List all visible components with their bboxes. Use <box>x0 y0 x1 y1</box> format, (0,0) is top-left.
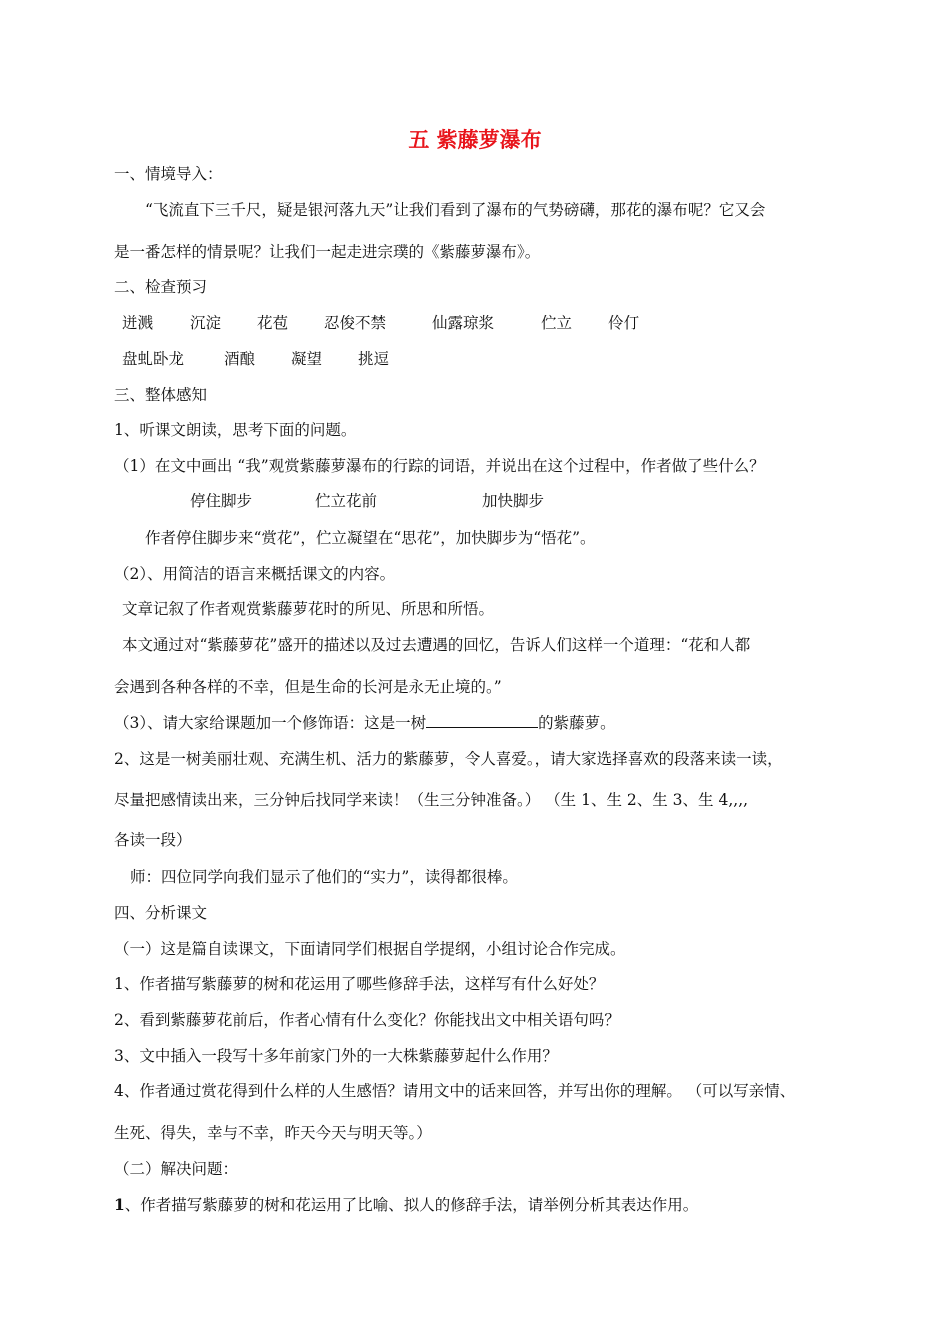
teacher-comment: 师：四位同学向我们显示了他们的“实力”，读得都很棒。 <box>130 868 518 886</box>
solution-1 <box>114 1194 698 1216</box>
fill-in-blank <box>426 712 538 728</box>
question-1-part-2-answer-1: 文章记叙了作者观赏紫藤萝花时的所见、所思和所悟。 <box>122 600 495 618</box>
section-heading-overview: 三、整体感知 <box>114 386 208 404</box>
page-title: 五 紫藤萝瀑布 <box>408 128 542 152</box>
intro-paragraph-line-1: “飞流直下三千尺，疑是银河落九天”让我们看到了瀑布的气势磅礴，那花的瀑布呢？它又会 <box>145 201 766 219</box>
intro-paragraph-line-2: 是一番怎样的情景呢？让我们一起走进宗璞的《紫藤萝瀑布》。 <box>114 243 541 261</box>
vocab-word: 仙露琼浆 <box>432 314 495 332</box>
question-1-part-3-prefix: （3）、请大家给课题加一个修饰语：这是一树 <box>114 714 427 732</box>
question-1-part-2-answer-3: 会遇到各种各样的不幸，但是生命的长河是永无止境的。” <box>114 678 502 696</box>
route-step: 加快脚步 <box>482 492 545 510</box>
analysis-part-1: （一）这是篇自读课文，下面请同学们根据自学提纲，小组讨论合作完成。 <box>114 940 626 958</box>
question-2-line-1: 2、这是一树美丽壮观、充满生机、活力的紫藤萝，令人喜爱。，请大家选择喜欢的段落来读一读， <box>114 750 783 768</box>
solution-1-text: 、作者描写紫藤萝的树和花运用了比喻、拟人的修辞手法，请举例分析其表达作用。 <box>124 1196 699 1214</box>
question-1-part-1: （1）在文中画出 “我”观赏紫藤萝瀑布的行踪的词语，并说出在这个过程中，作者做了些什么？ <box>114 457 765 475</box>
question-1-part-3 <box>114 712 616 734</box>
section-heading-preview: 二、检查预习 <box>114 278 208 296</box>
analysis-question-3: 3、文中插入一段写十多年前家门外的一大株紫藤萝起什么作用？ <box>114 1047 558 1065</box>
question-1-part-2: （2）、用简洁的语言来概括课文的内容。 <box>114 565 396 583</box>
vocab-word: 沉淀 <box>190 314 222 332</box>
vocab-word: 盘虬卧龙 <box>122 350 185 368</box>
section-heading-intro: 一、情境导入： <box>114 165 223 183</box>
vocab-word: 凝望 <box>291 350 323 368</box>
analysis-question-1: 1、作者描写紫藤萝的树和花运用了哪些修辞手法，这样写有什么好处？ <box>114 975 605 993</box>
vocab-word: 花苞 <box>257 314 289 332</box>
vocab-word: 忍俊不禁 <box>324 314 387 332</box>
section-heading-analysis: 四、分析课文 <box>114 904 208 922</box>
question-2-line-2: 尽量把感情读出来，三分钟后找同学来读！（生三分钟准备。） （生 1、生 2、生 3、生 4,,,, <box>114 791 749 809</box>
vocab-word: 伫立 <box>541 314 573 332</box>
question-1: 1、听课文朗读，思考下面的问题。 <box>114 421 357 439</box>
analysis-question-4-line-2: 生死、得失，幸与不幸，昨天今天与明天等。） <box>114 1124 432 1142</box>
route-step: 伫立花前 <box>315 492 378 510</box>
vocab-word: 伶仃 <box>608 314 640 332</box>
question-1-part-3-suffix: 的紫藤萝。 <box>538 714 616 732</box>
analysis-question-4-line-1: 4、作者通过赏花得到什么样的人生感悟？请用文中的话来回答，并写出你的理解。 （可以写亲情、 <box>114 1082 796 1100</box>
analysis-question-2: 2、看到紫藤萝花前后，作者心情有什么变化？你能找出文中相关语句吗？ <box>114 1011 620 1029</box>
analysis-part-2: （二）解决问题： <box>114 1160 239 1178</box>
question-2-line-3: 各读一段） <box>114 831 192 849</box>
question-1-part-1-answer: 作者停住脚步来“赏花”，伫立凝望在“思花”，加快脚步为“悟花”。 <box>145 529 596 547</box>
vocab-word: 酒酿 <box>224 350 256 368</box>
vocab-word: 挑逗 <box>358 350 390 368</box>
question-1-part-2-answer-2: 本文通过对“紫藤萝花”盛开的描述以及过去遭遇的回忆，告诉人们这样一个道理：“花和人都 <box>122 636 751 654</box>
solution-1-number: 1 <box>114 1195 125 1214</box>
route-step: 停住脚步 <box>190 492 253 510</box>
vocab-word: 迸溅 <box>122 314 154 332</box>
